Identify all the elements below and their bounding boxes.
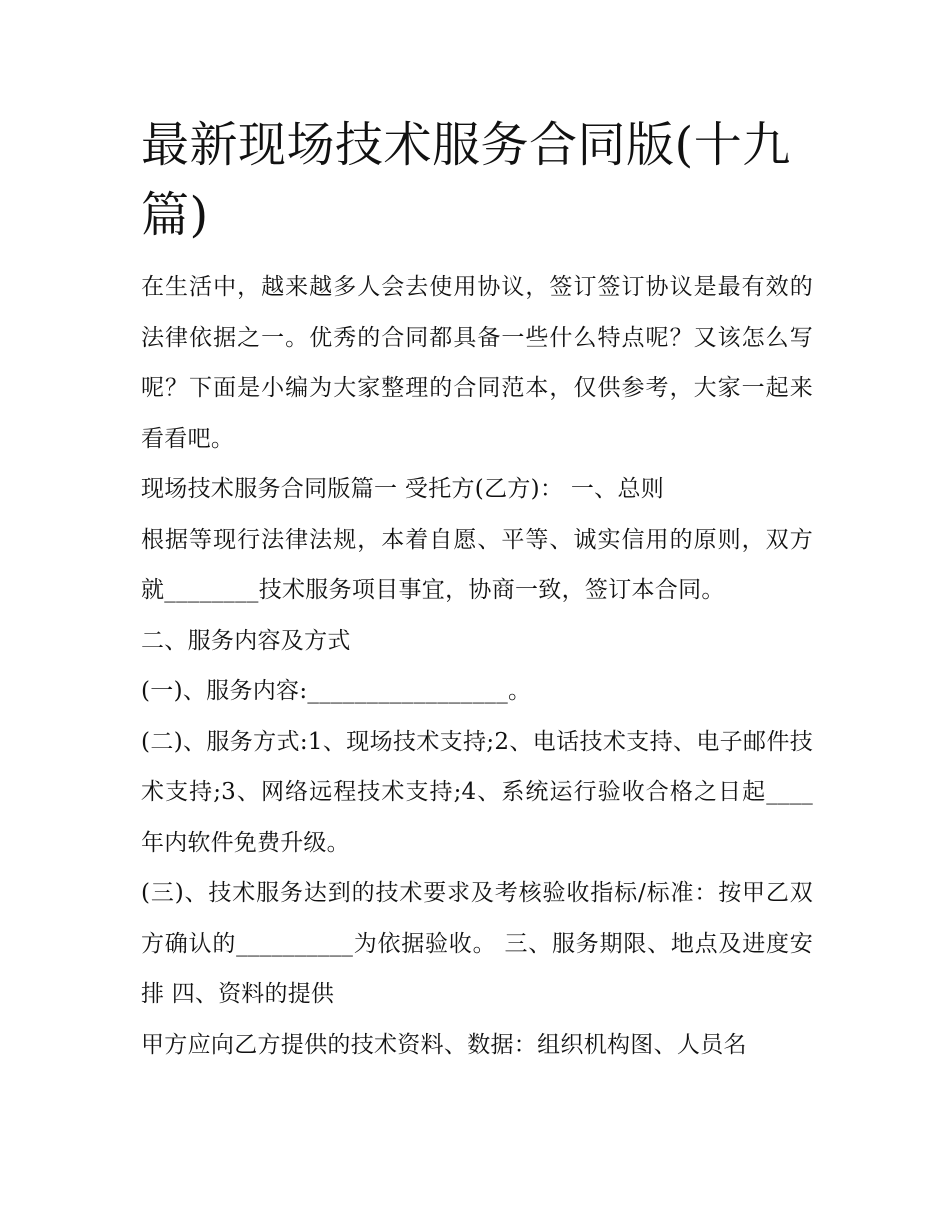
document-title: 最新现场技术服务合同版(十九篇)	[141, 117, 791, 243]
service-content-line: (一)、服务内容:_________________。	[141, 678, 532, 704]
intro-paragraph: 在生活中，越来越多人会去使用协议，签订签订协议是最有效的法律依据之一。优秀的合同都具备一些什么特点呢？又该怎么写呢？下面是小编为大家整理的合同范本，仅供参考，大家一起来看看吧。	[141, 274, 813, 452]
acceptance-criteria-paragraph: (三)、技术服务达到的技术要求及考核验收指标/标准：按甲乙双方确认的__________为依据验收。 三、服务期限、地点及进度安排 四、资料的提供	[141, 880, 813, 1007]
general-provisions-paragraph: 根据等现行法律法规，本着自愿、平等、诚实信用的原则，双方就________技术服务项目事宜，协商一致，签订本合同。	[141, 526, 813, 603]
service-content-heading: 二、服务内容及方式	[141, 627, 351, 654]
section-heading-part-one: 现场技术服务合同版篇一 受托方(乙方)： 一、总则	[141, 476, 665, 502]
materials-paragraph: 甲方应向乙方提供的技术资料、数据：组织机构图、人员名	[141, 1031, 747, 1058]
service-method-paragraph: (二)、服务方式:1、现场技术支持;2、电话技术支持、电子邮件技术支持;3、网络远程技术支持;4、系统运行验收合格之日起____年内软件免费升级。	[141, 728, 813, 856]
document-page	[141, 110, 813, 1070]
